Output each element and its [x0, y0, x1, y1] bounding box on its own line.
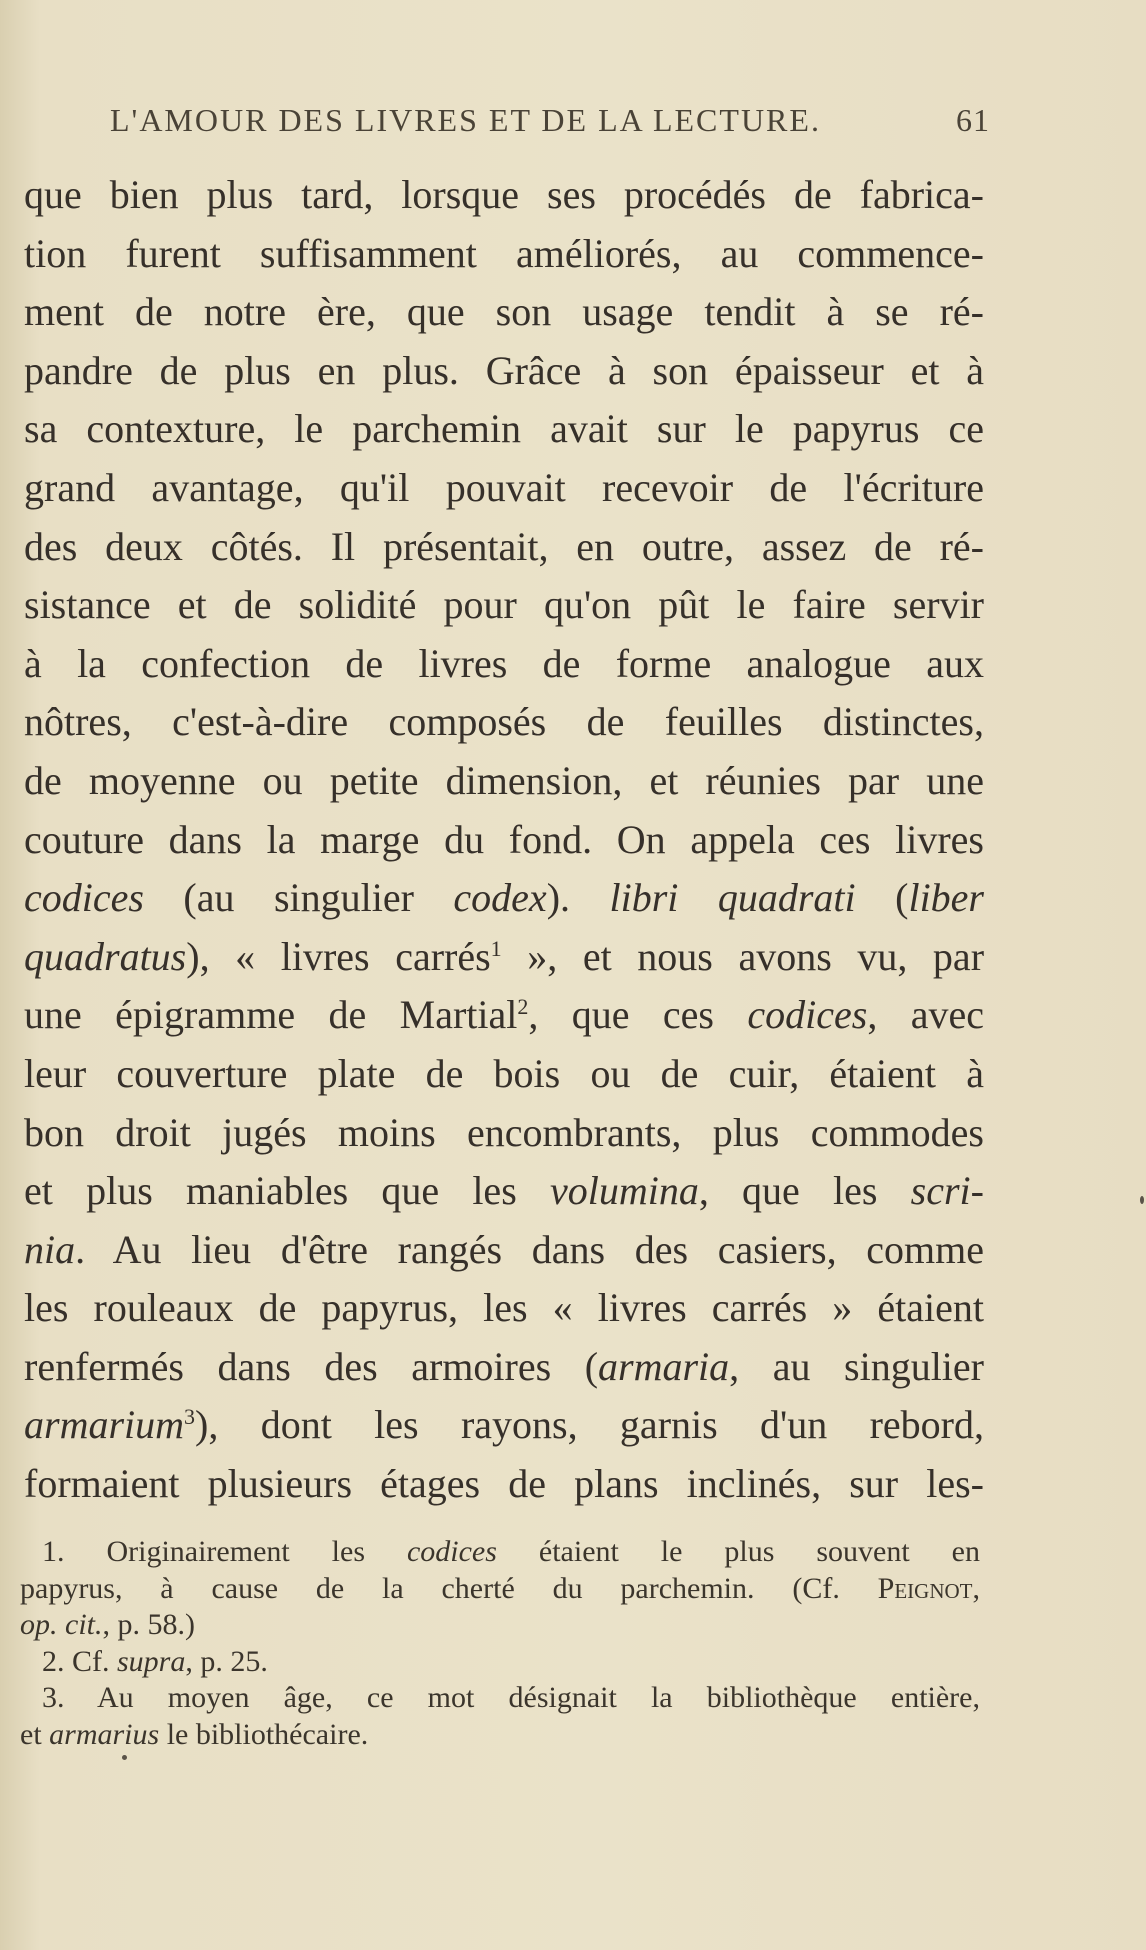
footnote-ref: 3 — [184, 1404, 196, 1430]
text-line — [24, 1221, 984, 1280]
text-line — [24, 1162, 984, 1221]
latin-term: codices — [747, 992, 868, 1038]
footnote-line — [20, 1534, 980, 1571]
text-line: ment de notre ère, que son usage tendit à se ré- — [24, 289, 984, 335]
latin-term: volumina — [549, 1168, 699, 1214]
running-head-title: L'AMOUR DES LIVRES ET DE LA LECTURE. — [110, 102, 821, 138]
text-line — [24, 1338, 984, 1397]
text-line — [24, 869, 984, 928]
text-run: ( — [855, 875, 909, 921]
text-run: », et nous avons vu, par — [501, 933, 984, 979]
text-line: sa contexture, le parchemin avait sur le papyrus ce — [24, 406, 984, 452]
footnote-ref: 2 — [517, 994, 529, 1020]
text-run: , — [972, 1571, 980, 1605]
text-run: , que ces — [528, 992, 748, 1038]
text-line: que bien plus tard, lorsque ses procédés de fabrica- — [24, 172, 984, 217]
text-line: leur couverture plate de bois ou de cuir, étaient à — [24, 1050, 984, 1096]
latin-term: scri- — [910, 1168, 984, 1214]
latin-term: op. cit. — [20, 1608, 103, 1641]
footnotes — [20, 1534, 980, 1753]
text-line: couture dans la marge du fond. On appela ces livres — [24, 816, 984, 862]
text-line: les rouleaux de papyrus, les « livres carrés » étaient — [24, 1285, 984, 1331]
text-run: 2. Cf. — [42, 1644, 117, 1678]
text-line: de moyenne ou petite dimension, et réunies par une — [24, 757, 984, 803]
text-run: ), « livres carrés — [186, 933, 491, 979]
text-run: une épigramme de Martial — [24, 992, 518, 1038]
text-line: des deux côtés. Il présentait, en outre, assez de ré- — [24, 523, 984, 569]
text-run: (au singulier — [143, 875, 454, 921]
text-run: et plus maniables que les — [24, 1168, 550, 1214]
text-line: sistance et de solidité pour qu'on pût le faire servir — [24, 582, 984, 628]
latin-term: supra — [117, 1644, 186, 1678]
footnote-ref: 1 — [490, 935, 502, 961]
text-run: , avec — [867, 992, 984, 1038]
text-run: papyrus, à cause de la cherté du parchemin. (Cf. — [20, 1571, 878, 1605]
latin-term: liber — [908, 875, 984, 921]
body-text — [24, 166, 984, 1514]
author-name: Peignot — [877, 1571, 973, 1605]
footnote-line — [20, 1607, 980, 1644]
text-run: le bibliothécaire. — [159, 1717, 369, 1751]
latin-term: quadratus — [24, 933, 187, 979]
footnote-line — [20, 1644, 980, 1681]
ink-speck — [1140, 1196, 1144, 1204]
text-line: pandre de plus en plus. Grâce à son épaisseur et à — [24, 347, 984, 393]
ink-speck — [122, 1755, 127, 1760]
page-number: 61 — [956, 102, 990, 138]
text-run: étaient le plus souvent en — [496, 1535, 980, 1568]
text-run: , au singulier — [729, 1343, 984, 1389]
text-run: renfermés dans des armoires ( — [24, 1343, 599, 1389]
text-run: . Au lieu d'être rangés dans des casiers, comme — [75, 1226, 984, 1272]
text-run: , que les — [698, 1168, 911, 1214]
text-line — [24, 928, 984, 987]
text-line — [24, 1396, 984, 1455]
latin-term: codex — [453, 875, 547, 921]
running-head — [110, 102, 990, 146]
latin-term: nia — [24, 1226, 76, 1272]
text-run: et — [20, 1717, 50, 1751]
text-run: , p. 25. — [185, 1644, 268, 1678]
text-line: à la confection de livres de forme analogue aux — [24, 640, 984, 686]
text-line: nôtres, c'est-à-dire composés de feuilles distinctes, — [24, 699, 984, 745]
text-run: ). — [546, 875, 610, 921]
latin-term: armarius — [49, 1717, 160, 1751]
text-run: , p. 58.) — [102, 1608, 195, 1641]
text-line: bon droit jugés moins encombrants, plus commodes — [24, 1109, 984, 1155]
footnote-line — [20, 1571, 980, 1608]
text-line: grand avantage, qu'il pouvait recevoir de l'écriture — [24, 464, 984, 510]
text-line: formaient plusieurs étages de plans inclinés, sur les- — [24, 1461, 984, 1507]
text-run: 1. Originairement les — [42, 1535, 407, 1568]
text-line: tion furent suffisamment améliorés, au commence- — [24, 230, 984, 276]
latin-term: libri quadrati — [609, 875, 856, 921]
text-run: ), dont les rayons, garnis d'un rebord, — [195, 1402, 984, 1448]
footnote-line: 3. Au moyen âge, ce mot désignait la bibliothèque entière, — [42, 1681, 980, 1714]
latin-term: armaria — [598, 1343, 730, 1389]
latin-term: codices — [406, 1535, 497, 1568]
latin-term: armarium — [24, 1402, 185, 1448]
text-line — [24, 986, 984, 1045]
latin-term: codices — [24, 875, 144, 921]
footnote-line — [20, 1717, 980, 1754]
